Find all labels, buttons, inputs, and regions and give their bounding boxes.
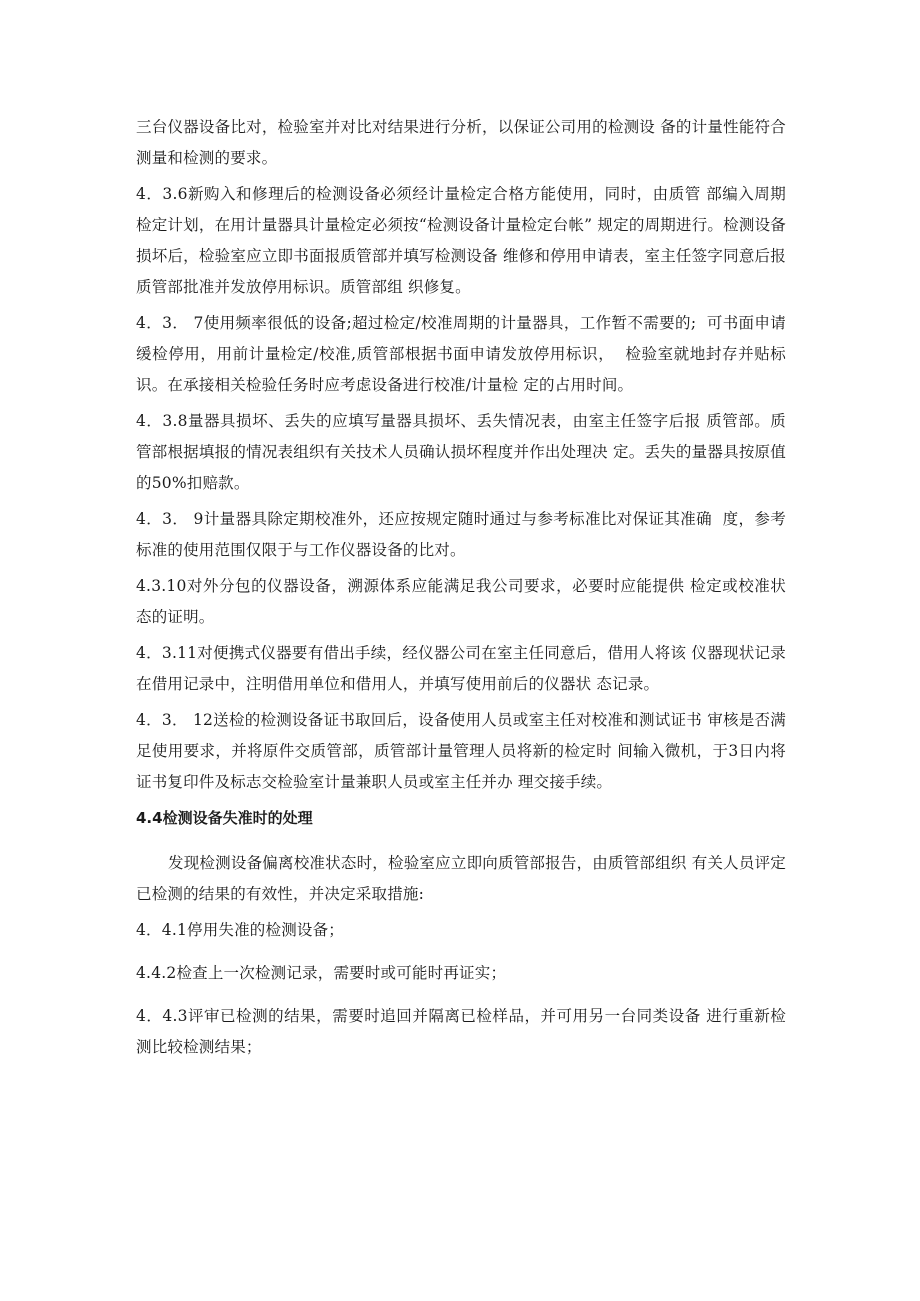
section-heading-4-4: 4.4检测设备失准时的处理: [136, 809, 313, 827]
paragraph-4-3-11: 4．3.11对便携式仪器要有借出手续，经仪器公司在室主任同意后，借用人将该 仪器现状记录在借用记录中，注明借用单位和借用人，并填写使用前后的仪器状 态记录。: [136, 644, 786, 693]
paragraph-4-4-3: 4．4.3评审已检测的结果，需要时追回并隔离已检样品，并可用另一台同类设备 进行重新检测比较检测结果；: [136, 1007, 786, 1056]
paragraph-4-3-12: 4．3． 12送检的检测设备证书取回后，设备使用人员或室主任对校准和测试证书 审核是否满足使用要求，并将原件交质管部，质管部计量管理人员将新的检定时 间输入微机，于3日内将证书复印件及标志交检验室计量兼职人员或室主任并办 理交接手续。: [136, 711, 786, 791]
paragraph-4-3-6: 4．3.6新购入和修理后的检测设备必须经计量检定合格方能使用，同时，由质管 部编入周期检定计划，在用计量器具计量检定必须按“检测设备计量检定台帐” 规定的周期进行。检测设备损坏后，检验室应立即书面报质管部并填写检测设备 维修和停用申请表，室主任签字同意后报质管部批准并发放停用标识。质管部组 织修复。: [136, 185, 786, 296]
paragraph-4-3-8: 4．3.8量器具损坏、丢失的应填写量器具损坏、丢失情况表，由室主任签字后报 质管部。质管部根据填报的情况表组织有关技术人员确认损坏程度并作出处理决 定。丢失的量器具按原值的50%扣赔款。: [136, 412, 786, 492]
document-page: [136, 112, 786, 1068]
paragraph-comparison: 三台仪器设备比对，检验室并对比对结果进行分析，以保证公司用的检测设 备的计量性能符合测量和检测的要求。: [136, 118, 786, 167]
paragraph-4-4-intro: 发现检测设备偏离校准状态时，检验室应立即向质管部报告，由质管部组织 有关人员评定已检测的结果的有效性，并决定采取措施:: [136, 854, 786, 903]
paragraph-4-3-10: 4.3.10对外分包的仪器设备，溯源体系应能满足我公司要求，必要时应能提供 检定或校准状态的证明。: [136, 577, 786, 626]
paragraph-4-3-9: 4．3． 9计量器具除定期校准外，还应按规定随时通过与参考标准比对保证其准确 度，参考标准的使用范围仅限于与工作仪器设备的比对。: [136, 510, 786, 559]
paragraph-4-4-1: 4．4.1停用失准的检测设备；: [136, 921, 345, 939]
paragraph-4-4-2: 4.4.2检查上一次检测记录，需要时或可能时再证实；: [136, 964, 507, 982]
paragraph-4-3-7: 4．3． 7使用频率很低的设备;超过检定/校准周期的计量器具，工作暂不需要的; 可书面申请缓检停用，用前计量检定/校准,质管部根据书面申请发放停用标识， 检验室就地封存并贴标识。在承接相关检验任务时应考虑设备进行校准/计量检 定的占用时间。: [136, 314, 786, 394]
